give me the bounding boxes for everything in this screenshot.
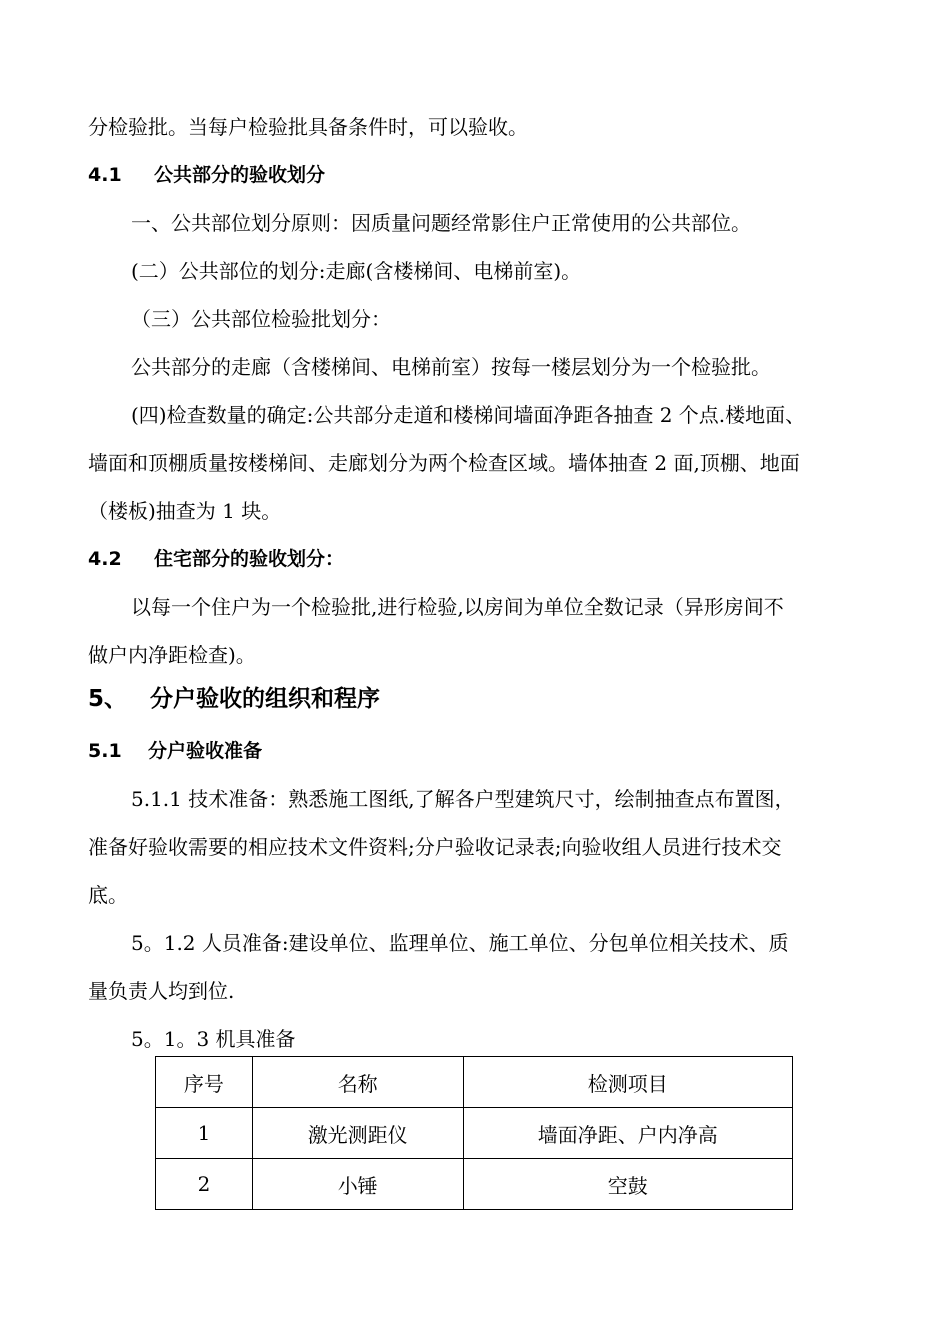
table-row bbox=[156, 1159, 793, 1210]
section-number: 4.2 bbox=[88, 548, 122, 570]
section-number: 5.1 bbox=[88, 740, 122, 762]
section-heading-4-1 bbox=[88, 161, 868, 189]
paragraph-line: (四)检查数量的确定:公共部分走道和楼梯间墙面净距各抽查 2 个点.楼地面、 bbox=[131, 403, 806, 427]
equipment-table bbox=[155, 1056, 793, 1210]
paragraph-line: 准备好验收需要的相应技术文件资料;分户验收记录表;向验收组人员进行技术交 bbox=[88, 835, 782, 859]
section-title: 公共部分的验收划分 bbox=[154, 164, 326, 186]
paragraph-line: (二）公共部位的划分:走廊(含楼梯间、电梯前室)。 bbox=[131, 259, 582, 283]
paragraph-line: 一、公共部位划分原则：因质量问题经常影住户正常使用的公共部位。 bbox=[131, 211, 751, 235]
section-number: 4.1 bbox=[88, 164, 122, 186]
header-cell-item: 检测项目 bbox=[463, 1057, 792, 1108]
section-title: 住宅部分的验收划分： bbox=[154, 548, 345, 570]
table-cell: 2 bbox=[156, 1159, 253, 1210]
paragraph-line: 公共部分的走廊（含楼梯间、电梯前室）按每一楼层划分为一个检验批。 bbox=[131, 355, 771, 379]
paragraph-line: （楼板)抽查为 1 块。 bbox=[88, 499, 282, 523]
paragraph-line: 5。1.2 人员准备:建设单位、监理单位、施工单位、分包单位相关技术、质 bbox=[131, 931, 789, 955]
chapter-heading-5 bbox=[88, 683, 868, 715]
paragraph-line: 底。 bbox=[88, 883, 128, 907]
header-cell-name: 名称 bbox=[252, 1057, 463, 1108]
chapter-title: 分户验收的组织和程序 bbox=[150, 686, 380, 712]
section-title: 分户验收准备 bbox=[148, 740, 263, 762]
paragraph-line: （三）公共部位检验批划分： bbox=[131, 307, 391, 331]
header-cell-index: 序号 bbox=[156, 1057, 253, 1108]
table-cell: 空鼓 bbox=[463, 1159, 792, 1210]
paragraph-line: 做户内净距检查)。 bbox=[88, 643, 256, 667]
paragraph-line: 5。1。3 机具准备 bbox=[131, 1027, 296, 1051]
table-cell: 小锤 bbox=[252, 1159, 463, 1210]
paragraph-line: 墙面和顶棚质量按楼梯间、走廊划分为两个检查区域。墙体抽查 2 面,顶棚、地面 bbox=[88, 451, 800, 475]
table-header-row bbox=[156, 1057, 793, 1108]
paragraph-line: 5.1.1 技术准备：熟悉施工图纸,了解各户型建筑尺寸，绘制抽查点布置图， bbox=[131, 787, 795, 811]
table-cell: 墙面净距、户内净高 bbox=[463, 1108, 792, 1159]
table-cell: 激光测距仪 bbox=[252, 1108, 463, 1159]
table-row bbox=[156, 1108, 793, 1159]
paragraph-line: 分检验批。当每户检验批具备条件时，可以验收。 bbox=[88, 115, 528, 139]
table-cell: 1 bbox=[156, 1108, 253, 1159]
section-heading-4-2 bbox=[88, 545, 868, 573]
paragraph-line: 以每一个住户为一个检验批,进行检验,以房间为单位全数记录（异形房间不 bbox=[131, 595, 784, 619]
paragraph-line: 量负责人均到位. bbox=[88, 979, 235, 1003]
section-heading-5-1 bbox=[88, 737, 868, 765]
chapter-number: 5、 bbox=[88, 686, 128, 712]
